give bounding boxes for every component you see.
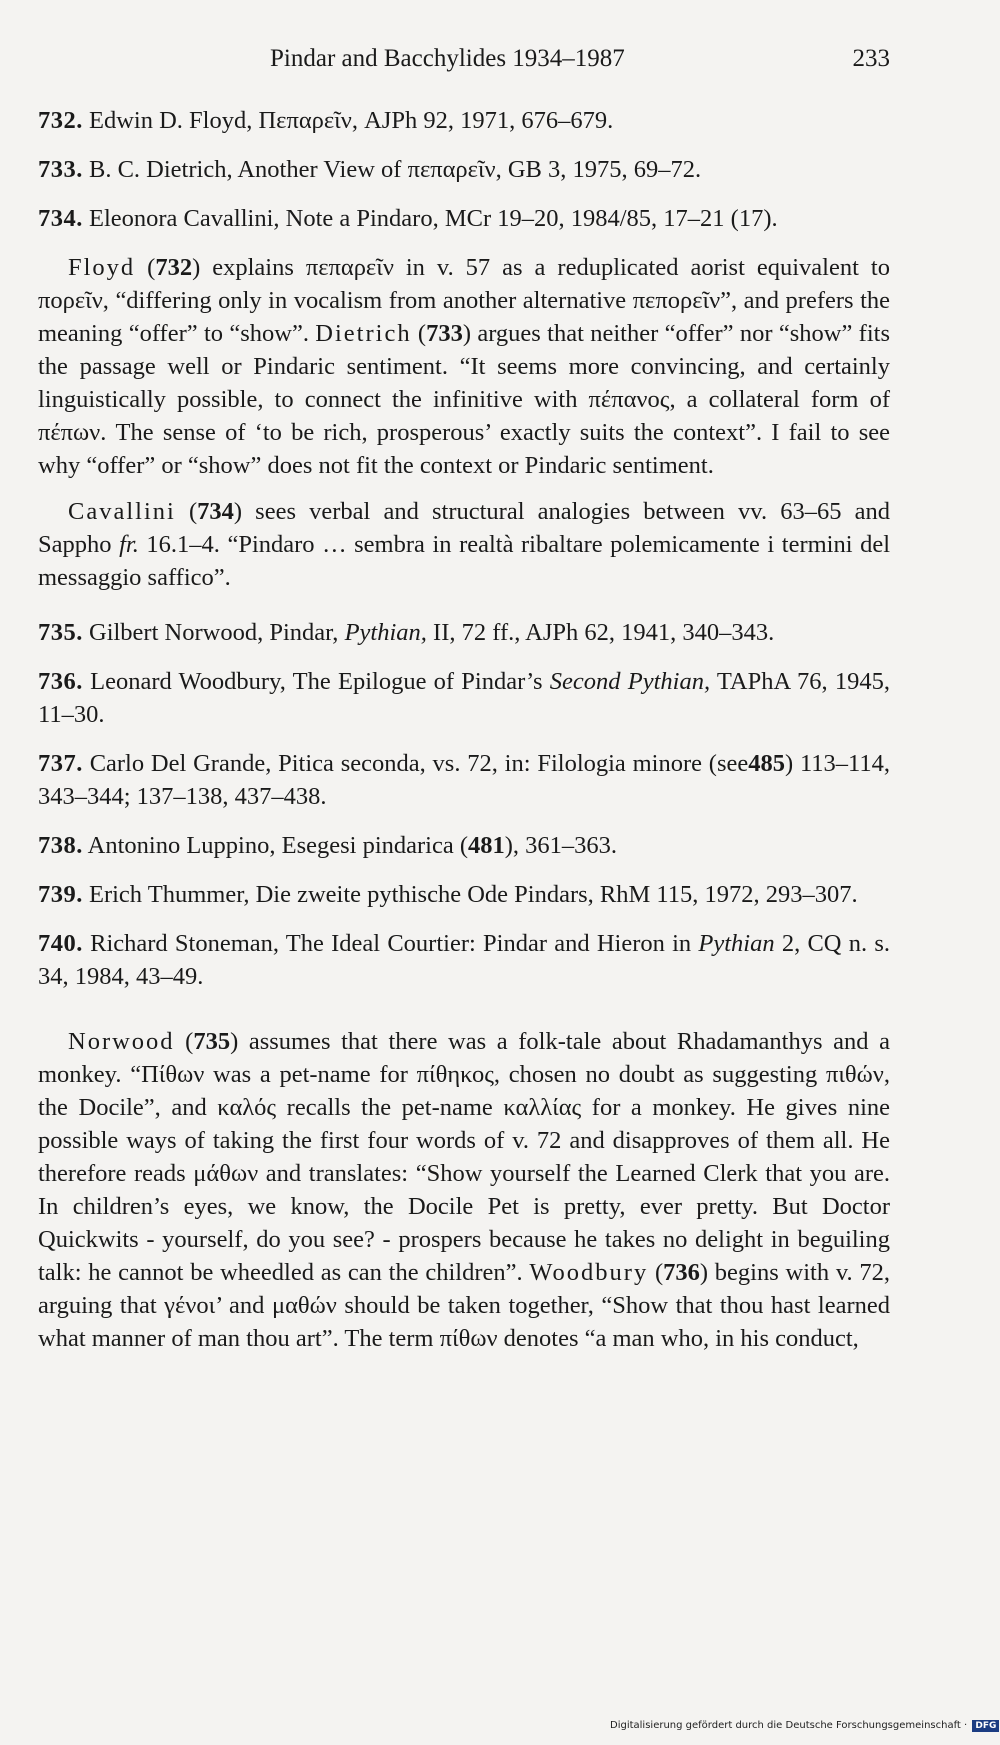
entry-number: 734.: [38, 205, 83, 232]
entry-text: Edwin D. Floyd, Πεπαρεῖν, AJPh 92, 1971, 676–679.: [89, 107, 614, 134]
entry-text: Carlo Del Grande, Pitica seconda, vs. 72, in: Filologia minore (see: [89, 750, 749, 777]
discussion-paragraph: Cavallini (734) sees verbal and structural analogies between vv. 63–65 and Sappho fr. 16.1–4. “Pindaro … sembra in realtà ribaltare polemicamente i termini del messaggio saffico”.: [38, 498, 891, 591]
entry-text: ), 361–363.: [504, 832, 618, 859]
author-name: Floyd: [68, 254, 136, 281]
entry-number: 737.: [38, 750, 83, 777]
entry-text: ) 113–114, 343–344; 137–138, 437–438.: [38, 750, 891, 810]
running-title: Pindar and Bacchylides 1934–1987: [270, 45, 625, 72]
bibliography-entry: [38, 616, 890, 649]
author-name: Woodbury: [529, 1259, 649, 1286]
author-name: Norwood: [68, 1028, 175, 1055]
paragraph-text: begins with v. 72, arguing that γένοι’ and μαθών should be taken together, “Show that thou hast learned what manner of man thou art”. The term πίθων denotes “a man who, in his conduct,: [38, 1259, 890, 1352]
cross-reference: 733: [426, 320, 463, 347]
paragraph-text: assumes that there was a folk-tale about Rhadamanthys and a monkey. “Πίθων was a pet-name for πίθηκος, chosen no doubt as suggesting πιθών, the Docile”, and καλός recalls the pet-name καλλίας for a monkey. He gives nine possible ways of taking the first four words of v. 72 and disapproves of them all. He therefore reads μάθων and translates: “Show yourself the Learned Clerk that you are. In children’s eyes, we know, the Docile Pet is pretty, ever pretty. But Doctor Quickwits - yourself, do you see? - prospers because he takes no delight in beguiling talk: he cannot be wheedled as can the children”.: [38, 1028, 890, 1286]
entry-number: 732.: [38, 107, 83, 134]
entry-number: 736.: [38, 668, 83, 695]
entry-text: TAPhA 76, 1945, 11–30.: [38, 668, 891, 728]
page-number: 233: [852, 45, 890, 72]
bibliography-entry: [38, 202, 890, 235]
bibliography-entry: [38, 104, 890, 137]
bibliography-entry: [38, 665, 890, 731]
cross-reference: 481: [468, 832, 505, 859]
author-name: Cavallini: [68, 498, 176, 525]
entry-text: Erich Thummer, Die zweite pythische Ode Pindars, RhM 115, 1972, 293–307.: [89, 881, 858, 908]
entry-text: Gilbert Norwood, Pindar,: [89, 619, 339, 646]
entry-text: 2, CQ n. s. 34, 1984, 43–49.: [38, 930, 890, 990]
discussion-paragraph: Norwood (735) assumes that there was a folk-tale about Rhadamanthys and a monkey. “Πίθων was a pet-name for πίθηκος, chosen no doubt as suggesting πιθών, the Docile”, and καλός recalls the pet-name καλλίας for a monkey. He gives nine possible ways of taking the first four words of v. 72 and disapproves of them all. He therefore reads μάθων and translates: “Show yourself the Learned Clerk that you are. In children’s eyes, we know, the Docile Pet is pretty, ever pretty. But Doctor Quickwits - yourself, do you see? - prospers because he takes no delight in beguiling talk: he cannot be wheedled as can the children”. Woodbury (736) begins with v. 72, arguing that γένοι’ and μαθών should be taken together, “Show that thou hast learned what manner of man thou art”. The term πίθων denotes “a man who, in his conduct,: [38, 1028, 890, 1352]
digitization-credit: [610, 1720, 999, 1732]
dfg-logo: DFG: [972, 1720, 999, 1732]
cross-reference: 734: [197, 498, 234, 525]
page-body: [38, 104, 890, 1368]
entry-text: B. C. Dietrich, Another View of πεπαρεῖν, GB 3, 1975, 69–72.: [89, 156, 702, 183]
entry-italic: Second Pythian,: [549, 668, 711, 695]
entry-text: II, 72 ff., AJPh 62, 1941, 340–343.: [433, 619, 775, 646]
entry-text: Leonard Woodbury, The Epilogue of Pindar’s: [90, 668, 543, 695]
credit-text: Digitalisierung gefördert durch die Deutsche Forschungsgemeinschaft ·: [610, 1720, 968, 1731]
bibliography-entry: [38, 153, 890, 186]
bibliography-entry: [38, 747, 890, 813]
entry-number: 733.: [38, 156, 83, 183]
discussion-paragraph: Floyd (732) explains πεπαρεῖν in v. 57 as a reduplicated aorist equivalent to πορεῖν, “differing only in vocalism from another alternative πεπορεῖν”, and prefers the meaning “offer” to “show”. Dietrich (733) argues that neither “offer” nor “show” fits the passage well or Pindaric sentiment. “It seems more convincing, and certainly linguistically possible, to connect the infinitive with πέπανος, a collateral form of πέπων. The sense of ‘to be rich, prosperous’ exactly suits the context”. I fail to see why “offer” or “show” does not fit the context or Pindaric sentiment.: [38, 254, 890, 479]
entry-number: 738.: [38, 832, 83, 859]
entry-italic: Pythian,: [344, 619, 427, 646]
bibliography-entry: [38, 927, 890, 993]
author-name: Dietrich: [315, 320, 412, 347]
bibliography-entry: [38, 829, 890, 862]
cross-reference: 736: [663, 1259, 700, 1286]
bibliography-entry: [38, 878, 890, 911]
entry-text: Eleonora Cavallini, Note a Pindaro, MCr 19–20, 1984/85, 17–21 (17).: [89, 205, 778, 232]
paragraph-text: explains πεπαρεῖν in v. 57 as a reduplicated aorist equivalent to πορεῖν, “differing only in vocalism from another alternative πεπορεῖν”, and prefers the meaning “offer” to “show”.: [38, 254, 890, 347]
paragraph-text: 16.1–4. “Pindaro … sembra in realtà ribaltare polemicamente i termini del messaggio saffico”.: [38, 531, 891, 591]
entry-number: 735.: [38, 619, 83, 646]
paragraph-text: sees verbal and structural analogies between vv. 63–65 and Sappho: [38, 498, 890, 558]
entry-number: 740.: [38, 930, 83, 957]
paragraph-text: argues that neither “offer” nor “show” fits the passage well or Pindaric sentiment. “It seems more convincing, and certainly linguistically possible, to connect the infinitive with πέπανος, a collateral form of πέπων. The sense of ‘to be rich, prosperous’ exactly suits the context”. I fail to see why “offer” or “show” does not fit the context or Pindaric sentiment.: [38, 320, 890, 479]
entry-text: Richard Stoneman, The Ideal Courtier: Pindar and Hieron in: [90, 930, 692, 957]
cross-reference: 735: [193, 1028, 231, 1055]
entry-text: Antonino Luppino, Esegesi pindarica (: [87, 832, 469, 859]
italic-abbrev: fr.: [119, 531, 139, 558]
cross-reference: 485: [748, 750, 785, 777]
entry-italic: Pythian: [698, 930, 775, 957]
cross-reference: 732: [155, 254, 193, 281]
entry-number: 739.: [38, 881, 83, 908]
